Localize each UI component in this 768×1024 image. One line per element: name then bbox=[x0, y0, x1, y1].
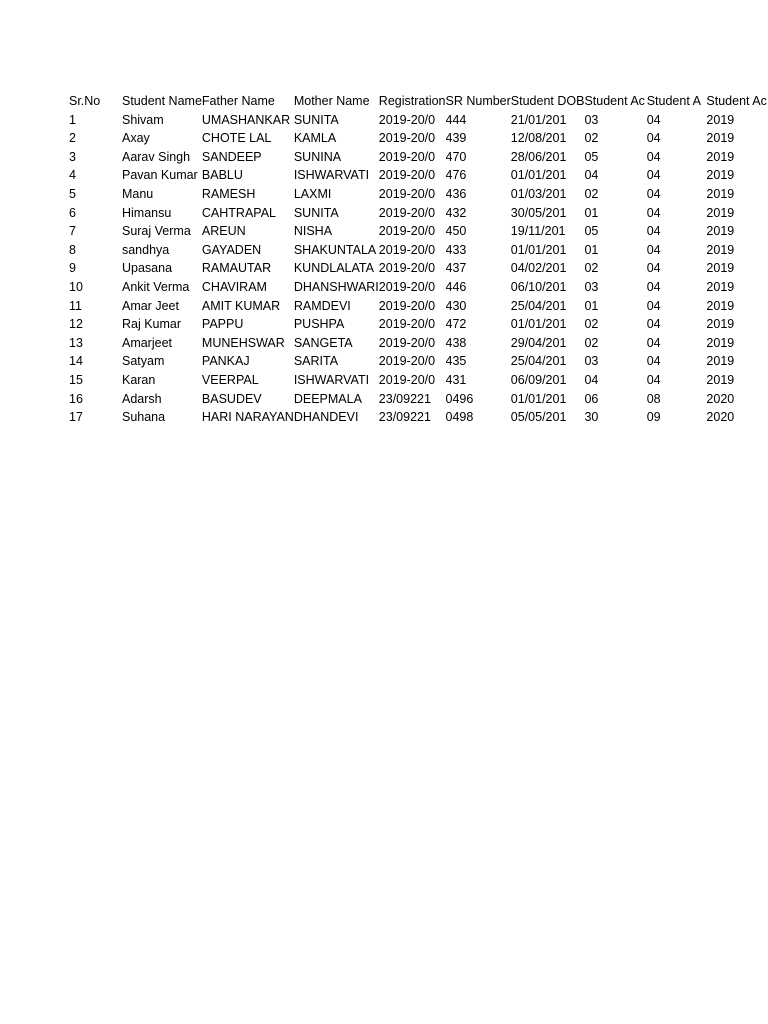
cell-mother-name: ISHWARVATI bbox=[293, 372, 370, 387]
cell-father-name: PANKAJ bbox=[201, 354, 250, 369]
cell-student-ac-1: 02 bbox=[584, 261, 599, 276]
cell-father-name: UMASHANKAR bbox=[201, 112, 291, 127]
table-row bbox=[69, 166, 768, 185]
cell-student-a: 04 bbox=[646, 205, 661, 220]
cell-father-name: BASUDEV bbox=[201, 391, 262, 406]
cell-registration: 2019-20/0 bbox=[378, 279, 436, 294]
cell-sr-no: 16 bbox=[69, 391, 83, 406]
cell-registration: 2019-20/0 bbox=[378, 372, 436, 387]
cell-student-name: Pavan Kumar bbox=[121, 168, 198, 183]
cell-student-ac-2: 2019 bbox=[706, 242, 735, 257]
cell-father-name: GAYADEN bbox=[201, 242, 262, 257]
cell-father-name: HARI NARAYAN bbox=[201, 410, 294, 425]
cell-student-a: 04 bbox=[646, 149, 661, 164]
cell-sr-no: 14 bbox=[69, 354, 83, 369]
cell-student-name: Suhana bbox=[121, 410, 166, 425]
cell-student-ac-2: 2020 bbox=[706, 410, 735, 425]
cell-student-a: 04 bbox=[646, 335, 661, 350]
header-student-dob: Student DOB bbox=[510, 94, 585, 108]
header-student-a: Student A bbox=[646, 94, 701, 108]
cell-student-dob: 06/09/201 bbox=[510, 372, 567, 387]
cell-father-name: AREUN bbox=[201, 224, 246, 239]
cell-student-ac-1: 04 bbox=[584, 168, 599, 183]
cell-father-name: AMIT KUMAR bbox=[201, 298, 281, 313]
cell-student-dob: 28/06/201 bbox=[510, 149, 567, 164]
cell-student-a: 04 bbox=[646, 354, 661, 369]
cell-student-dob: 12/08/201 bbox=[510, 131, 567, 146]
cell-sr-no: 12 bbox=[69, 317, 83, 332]
cell-sr-number: 437 bbox=[445, 261, 467, 276]
cell-student-ac-1: 05 bbox=[584, 149, 599, 164]
cell-mother-name: SANGETA bbox=[293, 335, 353, 350]
table-row bbox=[69, 352, 768, 371]
table-row bbox=[69, 334, 768, 353]
cell-sr-number: 430 bbox=[445, 298, 467, 313]
cell-mother-name: DHANSHWARI bbox=[293, 279, 379, 294]
cell-student-a: 04 bbox=[646, 279, 661, 294]
cell-student-ac-1: 04 bbox=[584, 372, 599, 387]
cell-student-ac-1: 03 bbox=[584, 112, 599, 127]
cell-father-name: CHAVIRAM bbox=[201, 279, 267, 294]
cell-student-ac-2: 2019 bbox=[706, 354, 735, 369]
cell-student-name: Amar Jeet bbox=[121, 298, 179, 313]
header-student-name: Student Name bbox=[121, 94, 202, 108]
cell-student-dob: 06/10/201 bbox=[510, 279, 567, 294]
cell-sr-no: 3 bbox=[69, 149, 76, 164]
cell-sr-number: 470 bbox=[445, 149, 467, 164]
cell-student-dob: 01/03/201 bbox=[510, 186, 567, 201]
cell-student-a: 09 bbox=[646, 410, 661, 425]
cell-student-ac-1: 30 bbox=[584, 410, 599, 425]
cell-sr-no: 10 bbox=[69, 279, 83, 294]
cell-sr-number: 439 bbox=[445, 131, 467, 146]
cell-sr-no: 6 bbox=[69, 205, 76, 220]
cell-registration: 2019-20/0 bbox=[378, 317, 436, 332]
cell-student-a: 04 bbox=[646, 168, 661, 183]
cell-father-name: VEERPAL bbox=[201, 372, 259, 387]
cell-registration: 2019-20/0 bbox=[378, 186, 436, 201]
cell-father-name: PAPPU bbox=[201, 317, 244, 332]
cell-student-name: Himansu bbox=[121, 205, 172, 220]
cell-student-name: Adarsh bbox=[121, 391, 162, 406]
cell-student-name: Ankit Verma bbox=[121, 279, 190, 294]
table-row bbox=[69, 371, 768, 390]
cell-student-a: 04 bbox=[646, 224, 661, 239]
cell-sr-number: 450 bbox=[445, 224, 467, 239]
cell-student-a: 04 bbox=[646, 261, 661, 276]
table-row bbox=[69, 222, 768, 241]
cell-father-name: MUNEHSWAR bbox=[201, 335, 285, 350]
table-row bbox=[69, 185, 768, 204]
cell-student-a: 04 bbox=[646, 242, 661, 257]
cell-sr-number: 444 bbox=[445, 112, 467, 127]
cell-student-ac-2: 2019 bbox=[706, 317, 735, 332]
cell-registration: 23/09221 bbox=[378, 410, 431, 425]
table-row bbox=[69, 408, 768, 427]
cell-student-ac-2: 2019 bbox=[706, 335, 735, 350]
cell-sr-no: 5 bbox=[69, 186, 76, 201]
cell-student-a: 04 bbox=[646, 131, 661, 146]
cell-student-ac-1: 03 bbox=[584, 354, 599, 369]
cell-mother-name: KAMLA bbox=[293, 131, 337, 146]
cell-sr-no: 15 bbox=[69, 372, 83, 387]
cell-student-dob: 30/05/201 bbox=[510, 205, 567, 220]
cell-student-dob: 19/11/201 bbox=[510, 224, 566, 239]
cell-student-ac-2: 2020 bbox=[706, 391, 735, 406]
cell-student-name: Karan bbox=[121, 372, 156, 387]
cell-student-ac-2: 2019 bbox=[706, 372, 735, 387]
cell-sr-number: 0496 bbox=[445, 391, 474, 406]
cell-sr-no: 2 bbox=[69, 131, 76, 146]
cell-student-ac-2: 2019 bbox=[706, 279, 735, 294]
header-mother-name: Mother Name bbox=[293, 94, 370, 108]
cell-student-ac-1: 02 bbox=[584, 131, 599, 146]
cell-father-name: CHOTE LAL bbox=[201, 131, 272, 146]
cell-registration: 2019-20/0 bbox=[378, 131, 436, 146]
cell-registration: 2019-20/0 bbox=[378, 261, 436, 276]
cell-father-name: BABLU bbox=[201, 168, 243, 183]
cell-student-ac-2: 2019 bbox=[706, 261, 735, 276]
cell-student-ac-2: 2019 bbox=[706, 224, 735, 239]
table-row bbox=[69, 241, 768, 260]
header-father-name: Father Name bbox=[201, 94, 275, 108]
cell-student-dob: 01/01/201 bbox=[510, 317, 567, 332]
cell-student-ac-1: 01 bbox=[584, 205, 599, 220]
cell-mother-name: SUNITA bbox=[293, 205, 339, 220]
cell-mother-name: KUNDLALATA bbox=[293, 261, 374, 276]
cell-sr-number: 438 bbox=[445, 335, 467, 350]
cell-mother-name: SARITA bbox=[293, 354, 339, 369]
table-row bbox=[69, 390, 768, 409]
cell-student-a: 04 bbox=[646, 186, 661, 201]
cell-student-a: 04 bbox=[646, 298, 661, 313]
cell-student-ac-1: 03 bbox=[584, 279, 599, 294]
cell-mother-name: SUNINA bbox=[293, 149, 342, 164]
cell-student-name: Axay bbox=[121, 131, 150, 146]
student-table bbox=[69, 92, 768, 427]
cell-sr-number: 476 bbox=[445, 168, 467, 183]
cell-registration: 2019-20/0 bbox=[378, 224, 436, 239]
header-row bbox=[69, 92, 768, 111]
cell-sr-number: 435 bbox=[445, 354, 467, 369]
cell-sr-no: 9 bbox=[69, 261, 76, 276]
cell-student-ac-2: 2019 bbox=[706, 168, 735, 183]
cell-father-name: SANDEEP bbox=[201, 149, 262, 164]
table-row bbox=[69, 148, 768, 167]
cell-student-dob: 05/05/201 bbox=[510, 410, 567, 425]
header-sr-number: SR Number bbox=[445, 94, 511, 108]
cell-registration: 2019-20/0 bbox=[378, 335, 436, 350]
cell-student-a: 04 bbox=[646, 372, 661, 387]
cell-student-ac-1: 05 bbox=[584, 224, 599, 239]
cell-student-dob: 01/01/201 bbox=[510, 391, 567, 406]
cell-student-ac-2: 2019 bbox=[706, 186, 735, 201]
cell-student-name: Amarjeet bbox=[121, 335, 173, 350]
cell-sr-no: 11 bbox=[69, 298, 82, 313]
cell-mother-name: DEEPMALA bbox=[293, 391, 362, 406]
cell-student-dob: 01/01/201 bbox=[510, 242, 567, 257]
cell-sr-number: 432 bbox=[445, 205, 467, 220]
cell-student-name: Aarav Singh bbox=[121, 149, 191, 164]
cell-sr-no: 17 bbox=[69, 410, 83, 425]
cell-sr-number: 431 bbox=[445, 372, 467, 387]
cell-sr-number: 436 bbox=[445, 186, 467, 201]
cell-student-ac-2: 2019 bbox=[706, 149, 735, 164]
cell-student-ac-1: 06 bbox=[584, 391, 599, 406]
cell-mother-name: NISHA bbox=[293, 224, 333, 239]
cell-student-a: 04 bbox=[646, 317, 661, 332]
cell-registration: 2019-20/0 bbox=[378, 242, 436, 257]
cell-sr-number: 0498 bbox=[445, 410, 474, 425]
cell-sr-number: 446 bbox=[445, 279, 467, 294]
cell-student-a: 04 bbox=[646, 112, 661, 127]
cell-student-ac-2: 2019 bbox=[706, 205, 735, 220]
cell-mother-name: PUSHPA bbox=[293, 317, 345, 332]
cell-student-ac-2: 2019 bbox=[706, 131, 735, 146]
cell-father-name: CAHTRAPAL bbox=[201, 205, 276, 220]
cell-mother-name: SUNITA bbox=[293, 112, 339, 127]
cell-student-dob: 25/04/201 bbox=[510, 298, 567, 313]
cell-mother-name: ISHWARVATI bbox=[293, 168, 370, 183]
cell-sr-number: 472 bbox=[445, 317, 467, 332]
cell-sr-no: 8 bbox=[69, 242, 76, 257]
cell-sr-no: 7 bbox=[69, 224, 76, 239]
cell-mother-name: SHAKUNTALA bbox=[293, 242, 377, 257]
cell-student-ac-2: 2019 bbox=[706, 112, 735, 127]
cell-father-name: RAMAUTAR bbox=[201, 261, 272, 276]
header-registration: Registration bbox=[378, 94, 446, 108]
cell-mother-name: LAXMI bbox=[293, 186, 332, 201]
cell-student-dob: 04/02/201 bbox=[510, 261, 567, 276]
cell-student-name: Raj Kumar bbox=[121, 317, 182, 332]
table-row bbox=[69, 204, 768, 223]
table-row bbox=[69, 297, 768, 316]
cell-registration: 2019-20/0 bbox=[378, 354, 436, 369]
table-row bbox=[69, 278, 768, 297]
cell-student-dob: 01/01/201 bbox=[510, 168, 567, 183]
cell-student-ac-1: 01 bbox=[584, 242, 599, 257]
cell-student-name: sandhya bbox=[121, 242, 170, 257]
header-student-ac-2: Student Ac bbox=[706, 94, 767, 108]
cell-father-name: RAMESH bbox=[201, 186, 256, 201]
cell-registration: 2019-20/0 bbox=[378, 168, 436, 183]
cell-student-dob: 29/04/201 bbox=[510, 335, 567, 350]
cell-student-ac-1: 01 bbox=[584, 298, 599, 313]
cell-student-name: Shivam bbox=[121, 112, 164, 127]
cell-registration: 2019-20/0 bbox=[378, 112, 436, 127]
cell-sr-no: 1 bbox=[69, 112, 76, 127]
header-student-ac-1: Student Ac bbox=[584, 94, 645, 108]
cell-student-dob: 25/04/201 bbox=[510, 354, 567, 369]
table-row bbox=[69, 259, 768, 278]
table-row bbox=[69, 129, 768, 148]
cell-student-name: Upasana bbox=[121, 261, 173, 276]
cell-registration: 23/09221 bbox=[378, 391, 431, 406]
cell-registration: 2019-20/0 bbox=[378, 205, 436, 220]
header-sr-no: Sr.No bbox=[69, 94, 101, 108]
cell-student-dob: 21/01/201 bbox=[510, 112, 567, 127]
cell-registration: 2019-20/0 bbox=[378, 149, 436, 164]
cell-sr-no: 13 bbox=[69, 335, 83, 350]
cell-sr-no: 4 bbox=[69, 168, 76, 183]
cell-student-a: 08 bbox=[646, 391, 661, 406]
cell-registration: 2019-20/0 bbox=[378, 298, 436, 313]
table-row bbox=[69, 111, 768, 130]
cell-student-ac-2: 2019 bbox=[706, 298, 735, 313]
table-row bbox=[69, 315, 768, 334]
cell-mother-name: DHANDEVI bbox=[293, 410, 359, 425]
cell-student-name: Satyam bbox=[121, 354, 165, 369]
cell-sr-number: 433 bbox=[445, 242, 467, 257]
cell-student-ac-1: 02 bbox=[584, 317, 599, 332]
cell-mother-name: RAMDEVI bbox=[293, 298, 351, 313]
cell-student-ac-1: 02 bbox=[584, 186, 599, 201]
cell-student-name: Manu bbox=[121, 186, 154, 201]
cell-student-name: Suraj Verma bbox=[121, 224, 191, 239]
cell-student-ac-1: 02 bbox=[584, 335, 599, 350]
